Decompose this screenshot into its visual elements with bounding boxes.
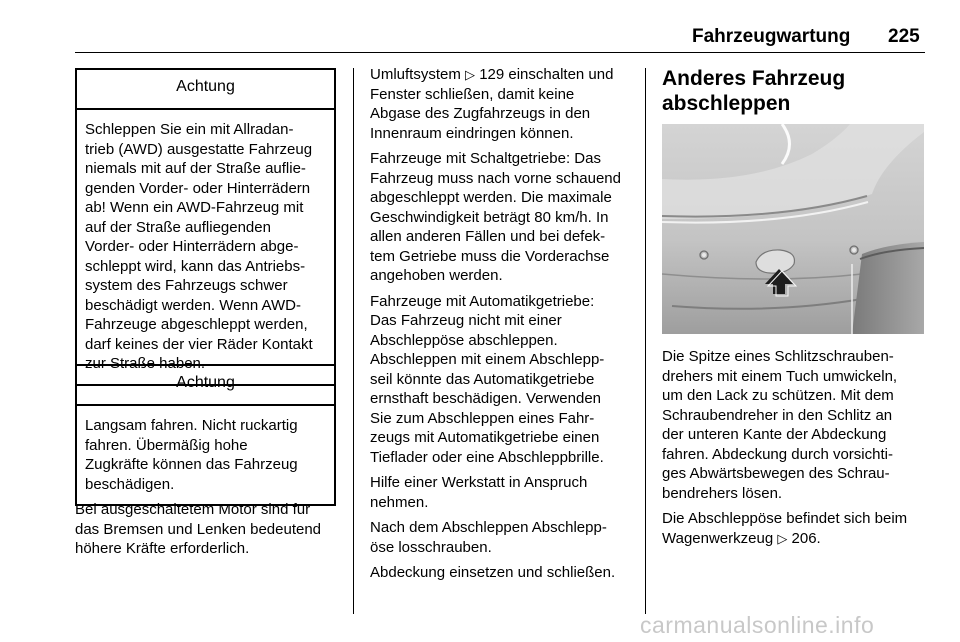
text-line: ab! Wenn ein AWD-Fahrzeug mit [85,199,304,216]
text-line: seil könnte das Automatikgetriebe [370,370,595,388]
text-line: nehmen. [370,493,429,511]
text-line: angehoben werden. [370,267,503,284]
text-line: Sie zum Abschleppen eines Fahr- [370,409,595,427]
watermark: carmanualsonline.info [640,612,875,638]
text-line: fahren. Übermäßig hohe [85,436,248,454]
text-line [370,66,613,83]
text-line: Bei ausgeschaltetem Motor sind für [75,501,311,518]
paragraph-manual-transmission [370,149,638,286]
text-line: Fahrzeuge abgeschleppt werden, [85,316,308,333]
text-line: darf keines der vier Räder Kontakt [85,335,313,353]
running-header-title: Fahrzeugwartung [692,26,851,47]
page-number: 225 [888,26,920,47]
text-line: Die Abschleppöse befindet sich beim [662,510,908,527]
text-line: Tieflader oder eine Abschleppbrille. [370,448,604,466]
paragraph-automatic-transmission [370,292,638,468]
paragraph-remove-cover [662,347,928,503]
text-line: abgeschleppt werden. Die maximale [370,189,612,206]
text-line: Das Fahrzeug nicht mit einer [370,312,562,329]
text-line: beschädigt werden. Wenn AWD- [85,296,301,314]
text-line: Nach dem Abschleppen Abschlepp- [370,519,607,536]
text-line: system des Fahrzeugs schwer [85,277,288,294]
paragraph-insert-cover [370,563,638,583]
text-line: schleppt wird, kann das Antriebs- [85,257,306,275]
text-line: Die Spitze eines Schlitzschrauben- [662,348,894,365]
text-line: ernsthaft beschädigen. Verwenden [370,390,601,407]
text-line: Zugkräfte können das Fahrzeug [85,456,298,473]
paragraph-tow-eye-location [662,509,928,548]
text-line: um den Lack zu schützen. Mit dem [662,387,894,404]
text-line: Abdeckung einsetzen und schließen. [370,564,616,581]
text-line: Abgase des Zugfahrzeugs in den [370,105,591,122]
text-line: der unteren Kante der Abdeckung [662,426,887,443]
column-right-text [662,347,928,554]
text-line: höhere Kräfte erforderlich. [75,540,250,557]
warning-box-slow-driving [75,364,336,506]
section-heading [662,66,922,116]
text-line: Hilfe einer Werkstatt in Anspruch [370,474,588,491]
paragraph-engine-off [75,500,345,559]
text-line: auf der Straße aufliegenden [85,218,271,236]
text-line: Fenster schließen, damit keine [370,85,575,103]
warning-box-body [77,406,334,504]
column-divider-left [353,68,354,614]
text-line: zeugs mit Automatikgetriebe einen [370,429,600,446]
paragraph-unscrew-eye [370,518,638,557]
text-line: Schraubendreher in den Schlitz an [662,406,893,424]
text-line: ges Abwärtsbewegen des Schrau- [662,465,890,482]
ref-page-link[interactable]: 129 einschalten und [479,66,614,83]
text-line: drehers mit einem Tuch umwickeln, [662,367,898,385]
car-rear-bumper-tow-cover-illustration [662,124,924,334]
text-line: Abschleppen mit einem Abschlepp- [370,351,605,368]
ref-text: Umluftsystem [370,66,461,83]
bumper-illustration-svg [662,124,924,334]
text-line: Fahrzeug muss nach vorne schauend [370,169,621,187]
warning-box-heading: Achtung [77,70,334,110]
text-line: Vorder- oder Hinterrädern abge- [85,238,299,255]
text-line: trieb (AWD) ausgestatte Fahrzeug [85,140,313,158]
text-line: zur Straße haben. [85,355,206,372]
paragraph-recirculation [370,65,638,143]
text-line [662,530,821,547]
reference-arrow-icon[interactable]: ▷ [465,67,476,82]
text-line: genden Vorder- oder Hinterrädern [85,179,311,197]
heading-line: abschleppen [662,92,791,115]
text-line: bendrehers lösen. [662,484,783,502]
text-line: Fahrzeuge mit Automatikgetriebe: [370,292,595,310]
text-line: beschädigen. [85,475,175,493]
header-rule [75,52,925,53]
text-line: allen anderen Fällen und bei defek- [370,228,606,245]
column-middle-text [370,65,638,589]
ref-page-link[interactable]: 206. [791,529,821,547]
column-divider-right [645,68,646,614]
text-line: niemals mit auf der Straße auflie- [85,160,306,177]
paragraph-workshop-help [370,473,638,512]
ref-text: Wagenwerkzeug [662,529,774,547]
text-line: fahren. Abdeckung durch vorsichti- [662,445,893,463]
text-line: Fahrzeuge mit Schaltgetriebe: Das [370,150,601,167]
text-line: Langsam fahren. Nicht ruckartig [85,417,298,434]
text-line: tem Getriebe muss die Vorderachse [370,247,610,265]
heading-line: Anderes Fahrzeug [662,67,846,90]
warning-box-body [77,110,334,384]
reference-arrow-icon[interactable]: ▷ [777,530,788,546]
text-line: Innenraum eindringen können. [370,124,574,142]
text-line: öse losschrauben. [370,538,492,556]
text-line: Abschleppöse abschleppen. [370,331,558,349]
warning-box-awd [75,68,336,386]
text-line: Schleppen Sie ein mit Allradan- [85,121,294,138]
warning-box-heading: Achtung [77,366,334,406]
text-line: das Bremsen und Lenken bedeutend [75,520,322,538]
text-line: Geschwindigkeit beträgt 80 km/h. In [370,208,609,226]
